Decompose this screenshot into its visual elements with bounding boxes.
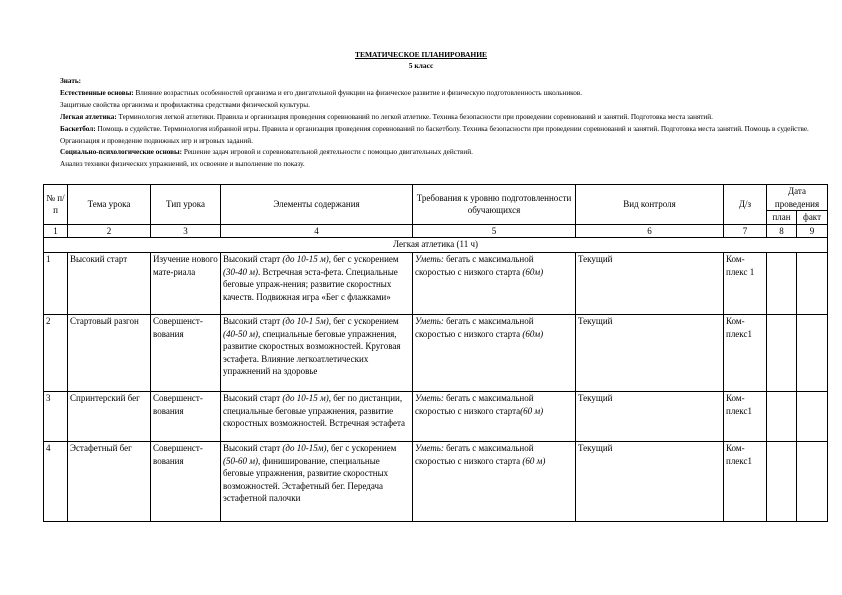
intro-lines [60, 88, 820, 171]
intro-line-label: Баскетбол: [60, 124, 96, 133]
text-run: (до 10-15 м) [282, 254, 329, 264]
text-run: (40-50 м) [223, 328, 258, 339]
col-number: 7 [724, 224, 767, 238]
text-run: (до 10-15 м) [282, 393, 329, 403]
intro-line-text: Анализ техники физических упражнений, их освоение и выполнение по показу. [60, 160, 305, 169]
header-dz: Д/з [724, 185, 767, 225]
text-run: Высокий старт [223, 254, 283, 264]
col-number: 3 [151, 224, 221, 238]
row-plan [767, 315, 797, 392]
text-run: Уметь: [415, 254, 444, 264]
col-number: 6 [576, 224, 724, 238]
text-run: , бег с ускорением [328, 316, 399, 326]
row-num: 4 [44, 442, 68, 522]
text-run: бегать с максимальной скоростью с низкого старта [415, 443, 534, 466]
text-run: Уметь: [415, 316, 444, 326]
znat-label: Знать: [60, 77, 82, 85]
row-plan [767, 442, 797, 522]
row-plan [767, 392, 797, 442]
page-title: ТЕМАТИЧЕСКОЕ ПЛАНИРОВАНИЕ [354, 50, 488, 59]
row-content [221, 253, 413, 315]
header-control: Вид контроля [576, 185, 724, 225]
intro-line [60, 100, 820, 112]
row-control: Текущий [576, 315, 724, 392]
text-run: (60 м) [520, 405, 544, 416]
intro-line [60, 88, 820, 100]
row-fact [797, 442, 828, 522]
planning-table [43, 184, 828, 522]
header-type: Тип урока [151, 185, 221, 225]
col-number: 5 [413, 224, 576, 238]
header-content: Элементы содержания [221, 185, 413, 225]
text-run: (60м) [522, 266, 544, 277]
row-plan [767, 253, 797, 315]
col-number: 4 [221, 224, 413, 238]
header-plan: план [767, 211, 797, 225]
row-control: Текущий [576, 392, 724, 442]
col-number: 8 [767, 224, 797, 238]
text-run: бегать с максимальной скоростью с низкого старта [415, 316, 534, 339]
row-fact [797, 315, 828, 392]
section-row [44, 238, 828, 253]
row-num: 3 [44, 392, 68, 442]
intro-line [60, 159, 820, 171]
intro-block [60, 76, 820, 171]
row-topic: Эстафетный бег [68, 442, 151, 522]
header-date: Дата проведения [767, 185, 828, 211]
row-num: 2 [44, 315, 68, 392]
row-control: Текущий [576, 253, 724, 315]
table-row [44, 253, 828, 315]
row-num: 1 [44, 253, 68, 315]
text-run: Высокий старт [223, 316, 283, 326]
row-fact [797, 392, 828, 442]
intro-line [60, 147, 820, 159]
text-run: (до 10-15м) [282, 443, 327, 453]
col-number: 2 [68, 224, 151, 238]
row-topic: Спринтерский бег [68, 392, 151, 442]
text-run: бегать с максимальной скоростью с низкого старта [415, 254, 534, 277]
row-content [221, 392, 413, 442]
header-requirements: Требования к уровню подготовленности обучающихся [413, 185, 576, 225]
intro-line-label: Естественные основы: [60, 88, 134, 97]
row-dz: Ком-плекс1 [724, 315, 767, 392]
row-requirements [413, 442, 576, 522]
text-run: Уметь: [415, 443, 444, 453]
row-dz: Ком-плекс1 [724, 442, 767, 522]
text-run: , финиширование, специальные беговые упражнения, развитие скоростных возможностей. Эстафетный бег. Передача эстафетной палочки [223, 455, 389, 503]
intro-line-text: Решение задач игровой и соревновательной деятельности с помощью двигательных действий. [182, 148, 473, 157]
text-run: , специальные беговые упражнения, развитие скоростных возможностей. Круговая эстафета. Влияние легкоатлетических упражнений на здоровье [223, 328, 401, 376]
section-title: Легкая атлетика (11 ч) [44, 238, 828, 253]
header-num: № п/п [44, 185, 68, 225]
row-control: Текущий [576, 442, 724, 522]
table-row [44, 315, 828, 392]
row-requirements [413, 315, 576, 392]
table-row [44, 392, 828, 442]
header-fact: факт [797, 211, 828, 225]
text-run: (50-60 м) [223, 455, 258, 466]
text-run: Уметь: [415, 393, 444, 403]
intro-line [60, 112, 820, 124]
text-run: (60 м) [522, 455, 546, 466]
text-run: (60м) [522, 328, 544, 339]
row-topic: Высокий старт [68, 253, 151, 315]
column-number-row [44, 224, 828, 238]
intro-line-text: Влияние возрастных особенностей организма и его двигательной функции на физическое развитие и физическую подготовленность школьников. [133, 88, 583, 97]
row-requirements [413, 392, 576, 442]
col-number: 9 [797, 224, 828, 238]
intro-line-text: Терминология легкой атлетики. Правила и организация проведения соревнований по легкой атлетике. Техника безопасности при проведении соревнований и занятий. Подготовка места занятий. [116, 112, 713, 121]
row-fact [797, 253, 828, 315]
text-run: (до 10-1 5м) [282, 316, 329, 326]
row-content [221, 315, 413, 392]
row-type: Совершенст-вования [151, 392, 221, 442]
row-type: Совершенст-вования [151, 315, 221, 392]
row-topic: Стартовый разгон [68, 315, 151, 392]
intro-line-text: Помощь в судействе. Терминология избранной игры. Правила и организация проведения соревнований по баскетболу. Техника безопасности при проведении соревнований и занятий. Подготовка места занятий. Помощь в судействе. Организация и проведение подвижных игр и игровых заданий. [60, 124, 809, 145]
text-run: , бег с ускорением [326, 443, 397, 453]
row-dz: Ком-плекс1 [724, 392, 767, 442]
text-run: , бег по дистанции, специальные беговые упражнения, развитие скоростных возможностей. Встречная эстафета [223, 393, 406, 428]
text-run: Высокий старт [223, 443, 283, 453]
row-dz: Ком-плекс 1 [724, 253, 767, 315]
intro-line [60, 124, 820, 148]
intro-line-label: Легкая атлетика: [60, 112, 117, 121]
text-run: бегать с максимальной скоростью с низкого старта [415, 393, 534, 416]
text-run: , бег с ускорением [328, 254, 399, 264]
intro-line-text: Защитные свойства организма и профилактика средствами физической культуры. [60, 100, 310, 109]
row-content [221, 442, 413, 522]
intro-line-label: Социально-психологические основы: [60, 148, 183, 157]
text-run: . Встречная эста-фета. Специальные беговые упраж-нения; развитие скоростных качеств. Подвижная игра «Бег с флажками» [223, 266, 398, 302]
table-row [44, 442, 828, 522]
grade-subtitle: 5 класс [408, 61, 434, 70]
row-requirements [413, 253, 576, 315]
col-number: 1 [44, 224, 68, 238]
text-run: (30-40 м) [223, 266, 258, 277]
header-topic: Тема урока [68, 185, 151, 225]
row-type: Изучение нового мате-риала [151, 253, 221, 315]
row-type: Совершенст-вования [151, 442, 221, 522]
text-run: Высокий старт [223, 393, 283, 403]
